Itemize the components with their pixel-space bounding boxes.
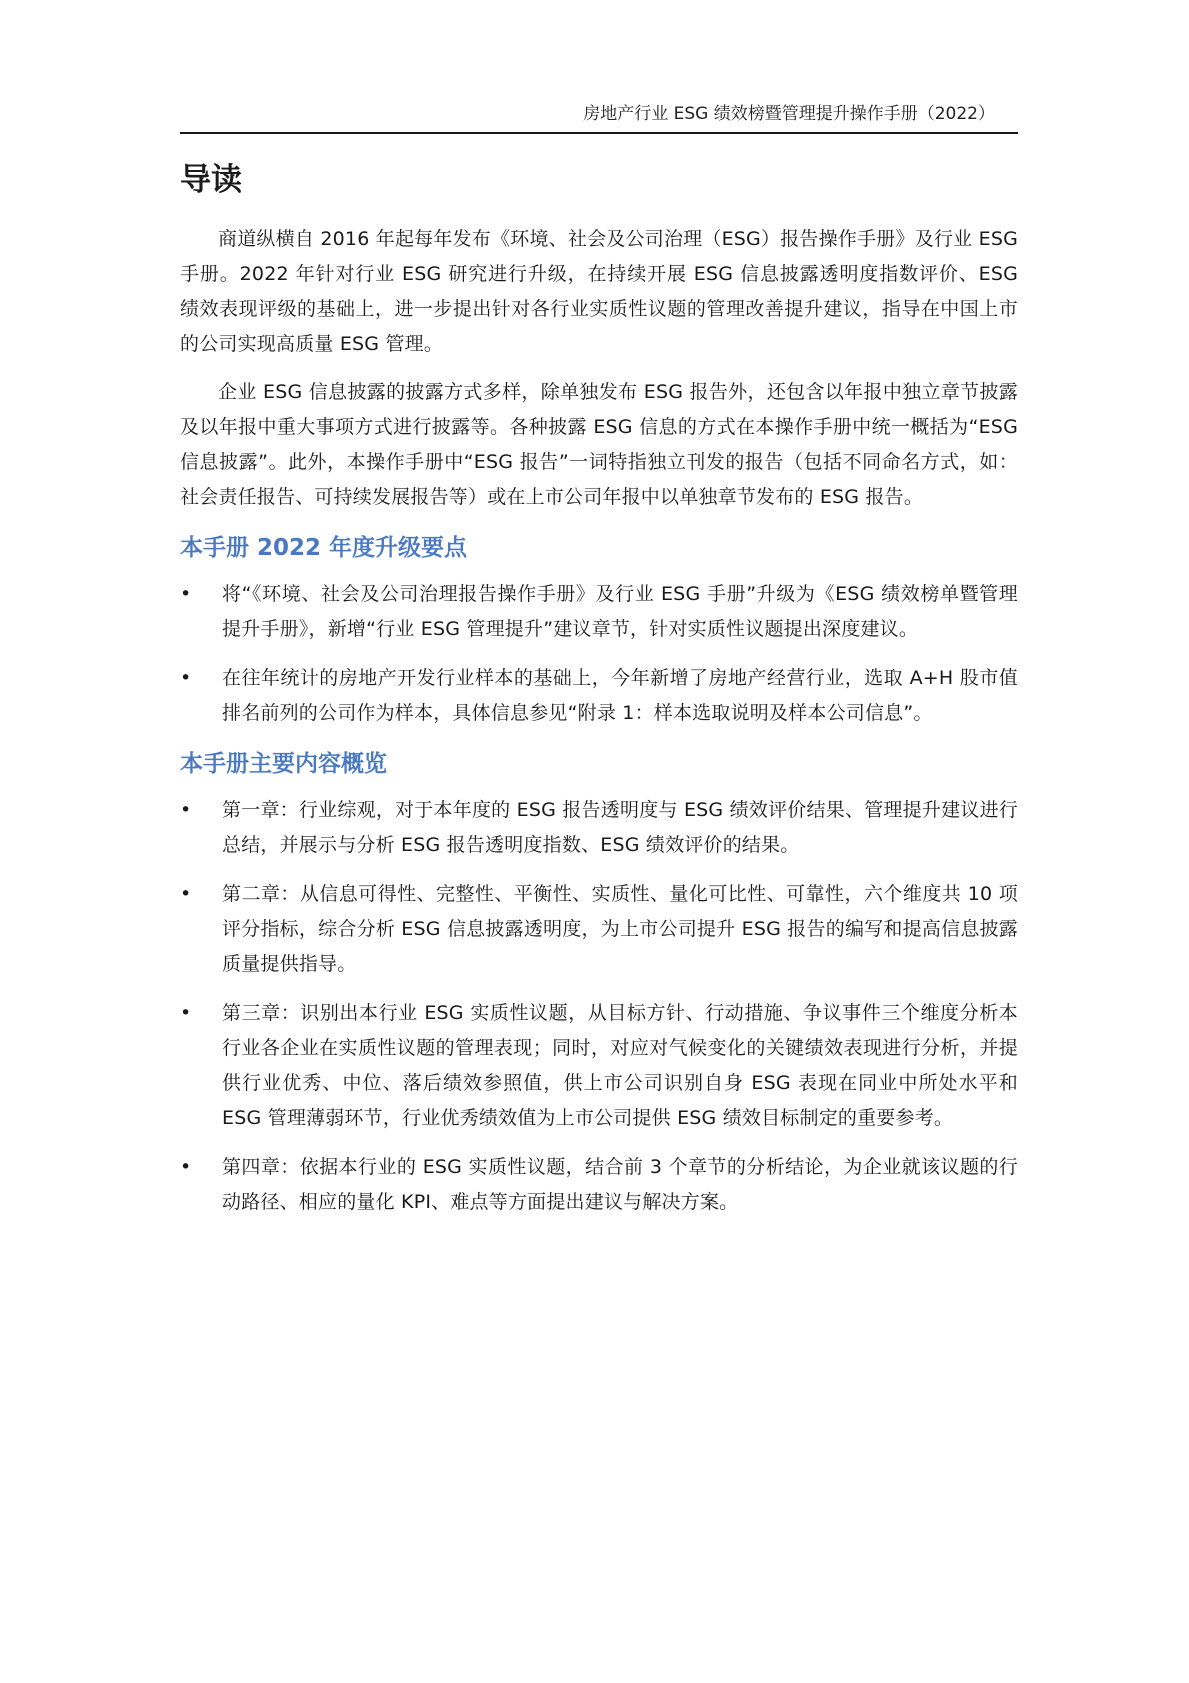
list-item-text: 第二章：从信息可得性、完整性、平衡性、实质性、量化可比性、可靠性，六个维度共 10 项评分指标，综合分析 ESG 信息披露透明度，为上市公司提升 ESG 报告的编写和提高信息披露质量提供指导。 (222, 883, 1018, 975)
bullet-icon: • (180, 1002, 192, 1024)
list-item-text: 在往年统计的房地产开发行业样本的基础上，今年新增了房地产经营行业，选取 A+H 股市值排名前列的公司作为样本，具体信息参见“附录 1：样本选取说明及样本公司信息”。 (222, 667, 1018, 724)
upgrade-bullet-list (180, 577, 1018, 731)
list-item (180, 577, 1018, 647)
bullet-icon: • (180, 667, 192, 689)
running-header: 房地产行业 ESG 绩效榜暨管理提升操作手册（2022） (583, 104, 995, 124)
bullet-icon: • (180, 883, 192, 905)
header-divider (180, 132, 1018, 134)
intro-paragraph-1: 商道纵横自 2016 年起每年发布《环境、社会及公司治理（ESG）报告操作手册》及行业 ESG 手册。2022 年针对行业 ESG 研究进行升级，在持续开展 ESG 信息披露透明度指数评价、ESG 绩效表现评级的基础上，进一步提出针对各行业实质性议题的管理改善提升建议，指导在中国上市的公司实现高质量 ESG 管理。 (180, 228, 1018, 355)
list-item-text: 第一章：行业综观，对于本年度的 ESG 报告透明度与 ESG 绩效评价结果、管理提升建议进行总结，并展示与分析 ESG 报告透明度指数、ESG 绩效评价的结果。 (222, 799, 1018, 856)
list-item (180, 1150, 1018, 1220)
list-item (180, 996, 1018, 1136)
overview-section-heading: 本手册主要内容概览 (180, 751, 387, 777)
page-title: 导读 (180, 162, 242, 198)
list-item (180, 661, 1018, 731)
list-item (180, 793, 1018, 863)
list-item-text: 第三章：识别出本行业 ESG 实质性议题，从目标方针、行动措施、争议事件三个维度分析本行业各企业在实质性议题的管理表现；同时，对应对气候变化的关键绩效表现进行分析，并提供行业优秀、中位、落后绩效参照值，供上市公司识别自身 ESG 表现在同业中所处水平和 ESG 管理薄弱环节，行业优秀绩效值为上市公司提供 ESG 绩效目标制定的重要参考。 (222, 1002, 1018, 1129)
intro-paragraph-2: 企业 ESG 信息披露的披露方式多样，除单独发布 ESG 报告外，还包含以年报中独立章节披露及以年报中重大事项方式进行披露等。各种披露 ESG 信息的方式在本操作手册中统一概括为“ESG 信息披露”。此外，本操作手册中“ESG 报告”一词特指独立刊发的报告（包括不同命名方式，如：社会责任报告、可持续发展报告等）或在上市公司年报中以单独章节发布的 ESG 报告。 (180, 381, 1018, 508)
bullet-icon: • (180, 1156, 192, 1178)
page-content (180, 150, 1018, 1234)
list-item-text: 将“《环境、社会及公司治理报告操作手册》及行业 ESG 手册”升级为《ESG 绩效榜单暨管理提升手册》，新增“行业 ESG 管理提升”建议章节，针对实质性议题提出深度建议。 (222, 583, 1018, 640)
overview-bullet-list (180, 793, 1018, 1220)
upgrade-section-heading: 本手册 2022 年度升级要点 (180, 535, 468, 561)
list-item (180, 877, 1018, 982)
list-item-text: 第四章：依据本行业的 ESG 实质性议题，结合前 3 个章节的分析结论，为企业就该议题的行动路径、相应的量化 KPI、难点等方面提出建议与解决方案。 (222, 1156, 1018, 1213)
bullet-icon: • (180, 583, 192, 605)
bullet-icon: • (180, 799, 192, 821)
